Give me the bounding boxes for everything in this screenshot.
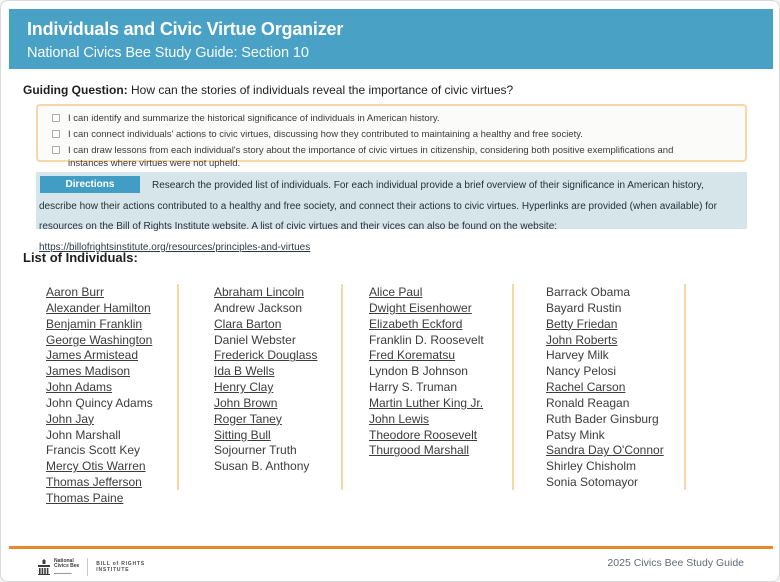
individual-name: Ruth Bader Ginsburg [546,411,659,426]
individual-name: Susan B. Anthony [214,459,310,474]
individual-name: Daniel Webster [214,332,296,347]
individual-link[interactable]: Thurgood Marshall [369,443,470,458]
individual-name: Bayard Rustin [546,300,622,315]
individual-name: Andrew Jackson [214,300,303,315]
individual-link[interactable]: Clara Barton [214,316,282,331]
individual-name: Sonia Sotomayor [546,475,639,490]
individual-name: Sojourner Truth [214,443,297,458]
individual-link[interactable]: George Washington [46,332,153,347]
individual-link[interactable]: Frederick Douglass [214,348,318,363]
column-divider [341,284,343,490]
individual-name: Lyndon B Johnson [369,364,468,379]
logo-separator [87,558,88,576]
directions-text [39,180,717,253]
column-divider [684,284,686,490]
individual-link[interactable]: John Roberts [546,332,618,347]
national-civics-bee-logo [37,559,79,576]
national-civics-bee-wordmark [54,559,79,576]
individual-link[interactable]: Ida B Wells [214,364,275,379]
checklist-item-text: I can identify and summarize the historical significance of individuals in American history. [68,113,440,124]
individual-name: Franklin D. Roosevelt [369,332,484,347]
page-header [9,9,773,69]
directions-body-text: Research the provided list of individuals. For each individual provide a brief overview of their significance in American history, describe how their actions contributed to a healthy and free society, and connect their actions to civic virtues. Hyperlinks are provided (when available) for resources on the Bill of Rights Institute website. A list of civic virtues and their vices can also be found on the website: [39,180,717,233]
individual-name: Harvey Milk [546,348,609,363]
individual-name: John Quincy Adams [46,395,153,410]
individual-name: Barrack Obama [546,285,631,299]
checklist-item-text: I can connect individuals' actions to civic virtues, discussing how they contributed to maintaining a healthy and free society. [68,129,583,140]
individual-name: John Marshall [46,427,121,442]
individual-link[interactable]: Betty Friedan [546,316,618,331]
individual-link[interactable]: John Jay [46,411,95,426]
individual-name: Francis Scott Key [46,443,141,458]
directions-panel [36,172,747,253]
checklist-item [52,113,733,126]
footer-logos [37,556,145,578]
individuals-column-3 [369,285,519,459]
individual-link[interactable]: Martin Luther King Jr. [369,395,484,410]
logo-text-line: BILL of RIGHTS [96,560,145,567]
logo-text-line: INSTITUTE [96,567,130,573]
individual-link[interactable]: Sandra Day O'Connor [546,443,664,458]
column-divider [512,284,514,490]
individual-name: Ronald Reagan [546,395,630,410]
individual-name: Shirley Chisholm [546,459,637,474]
individual-link[interactable]: Aaron Burr [46,285,105,299]
individuals-column-1 [46,285,196,507]
capitol-building-icon [37,559,51,575]
individuals-column-4 [546,285,696,491]
column-divider [177,284,179,490]
individual-link[interactable]: Sitting Bull [214,427,271,442]
page-title: Individuals and Civic Virtue Organizer [27,19,344,39]
individual-name: Harry S. Truman [369,380,458,395]
footer-divider-rule [9,546,773,549]
individual-link[interactable]: Theodore Roosevelt [369,427,478,442]
logo-text-line: Civics Bee [54,563,80,570]
individual-link[interactable]: James Armistead [46,348,139,363]
checklist-item [52,129,733,142]
individual-link[interactable]: John Lewis [369,411,430,426]
checkbox-icon[interactable] [52,130,60,138]
individual-link[interactable]: Abraham Lincoln [214,285,305,299]
bill-of-rights-institute-logo [96,561,145,574]
individual-link[interactable]: Alexander Hamilton [46,300,151,315]
checklist-item [52,145,733,170]
individual-link[interactable]: Benjamin Franklin [46,316,143,331]
individual-name: Patsy Mink [546,427,605,442]
individual-link[interactable]: John Adams [46,380,113,395]
individual-link[interactable]: Henry Clay [214,380,274,395]
individual-link[interactable]: Rachel Carson [546,380,626,395]
principles-and-virtues-link[interactable]: https://billofrightsinstitute.org/resources/principles-and-virtues [39,241,311,253]
individual-link[interactable]: Dwight Eisenhower [369,300,472,315]
individual-link[interactable]: Thomas Jefferson [46,475,142,490]
checkbox-icon[interactable] [52,114,60,122]
individual-link[interactable]: Alice Paul [369,285,423,299]
individual-link[interactable]: Mercy Otis Warren [46,459,146,474]
logo-text-line: National [54,557,74,564]
list-of-individuals-heading: List of Individuals: [23,250,138,265]
checklist-panel [36,104,747,169]
page-subtitle: National Civics Bee Study Guide: Section 10 [27,45,309,61]
individual-link[interactable]: John Brown [214,395,278,410]
guiding-question-text: How can the stories of individuals reveal the importance of civic virtues? [131,83,514,97]
individual-link[interactable]: James Madison [46,364,131,379]
logo-subtext-line: ▬▬▬▬▬ [54,571,72,576]
guiding-question [23,83,763,97]
guiding-question-label: Guiding Question: [23,83,128,97]
directions-label-button: Directions [40,176,140,193]
individual-link[interactable]: Thomas Paine [46,490,124,505]
individual-link[interactable]: Roger Taney [214,411,282,426]
checkbox-icon[interactable] [52,146,60,154]
individual-link[interactable]: Elizabeth Eckford [369,316,463,331]
individual-link[interactable]: Fred Korematsu [369,348,456,363]
footer-credit-text: 2025 Civics Bee Study Guide [607,557,744,569]
checklist-item-text: I can draw lessons from each individual's story about the importance of civic virtues in citizenship, considering both positive exemplifications and instances where virtues were not upheld. [68,145,674,169]
individual-name: Nancy Pelosi [546,364,617,379]
